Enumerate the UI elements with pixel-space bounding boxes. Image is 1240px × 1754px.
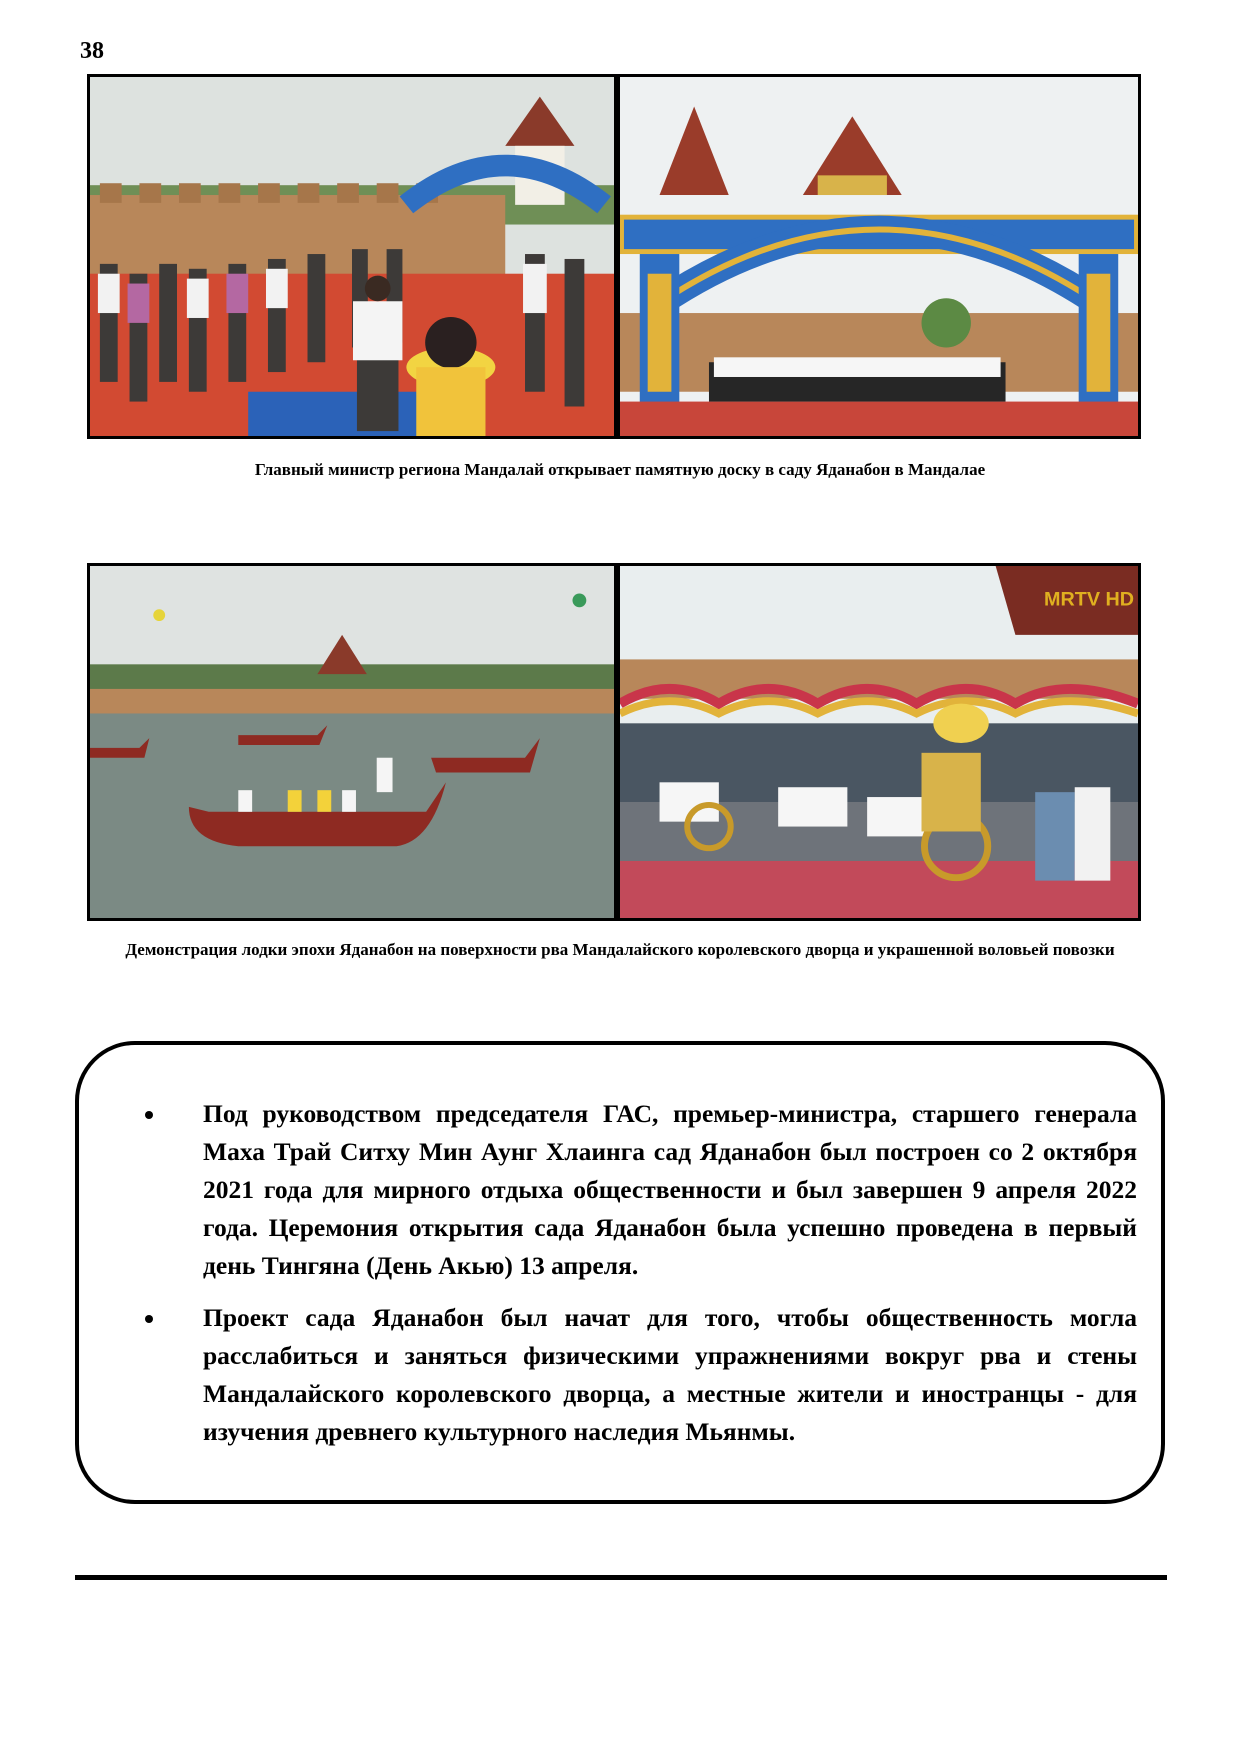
footer-rule <box>75 1575 1167 1580</box>
info-box <box>75 1041 1165 1504</box>
ox-cart-parade-photo <box>617 563 1141 921</box>
mrtv-watermark: MRTV HD <box>1044 588 1135 611</box>
garden-gate-group-photo <box>617 74 1141 439</box>
figure-caption-1: Главный министр региона Мандалай открывает памятную доску в саду Яданабон в Мандалае <box>254 460 986 479</box>
moat-boats-photo <box>87 563 617 921</box>
minister-at-plaque-photo <box>87 74 617 439</box>
figure-caption-2: Демонстрация лодки эпохи Яданабон на поверхности рва Мандалайского королевского дворца и украшенной воловьей повозки <box>125 940 1115 959</box>
info-bullet-list <box>141 1095 1137 1465</box>
page-number: 38 <box>80 38 104 64</box>
info-bullet: Под руководством председателя ГАС, премьер-министра, старшего генерала Маха Трай Ситху Мин Аунг Хлаинга сад Яданабон был построен со 2 октября 2021 года для мирного отдыха общественности и был завершен 9 апреля 2022 года. Церемония открытия сада Яданабон была успешно проведена в первый день Тингяна (День Акью) 13 апреля. <box>141 1095 1137 1285</box>
info-bullet: Проект сада Яданабон был начат для того, чтобы общественность могла расслабиться и заняться физическими упражнениями вокруг рва и стены Мандалайского королевского дворца, а местные жители и иностранцы - для изучения древнего культурного наследия Мьянмы. <box>141 1299 1137 1451</box>
